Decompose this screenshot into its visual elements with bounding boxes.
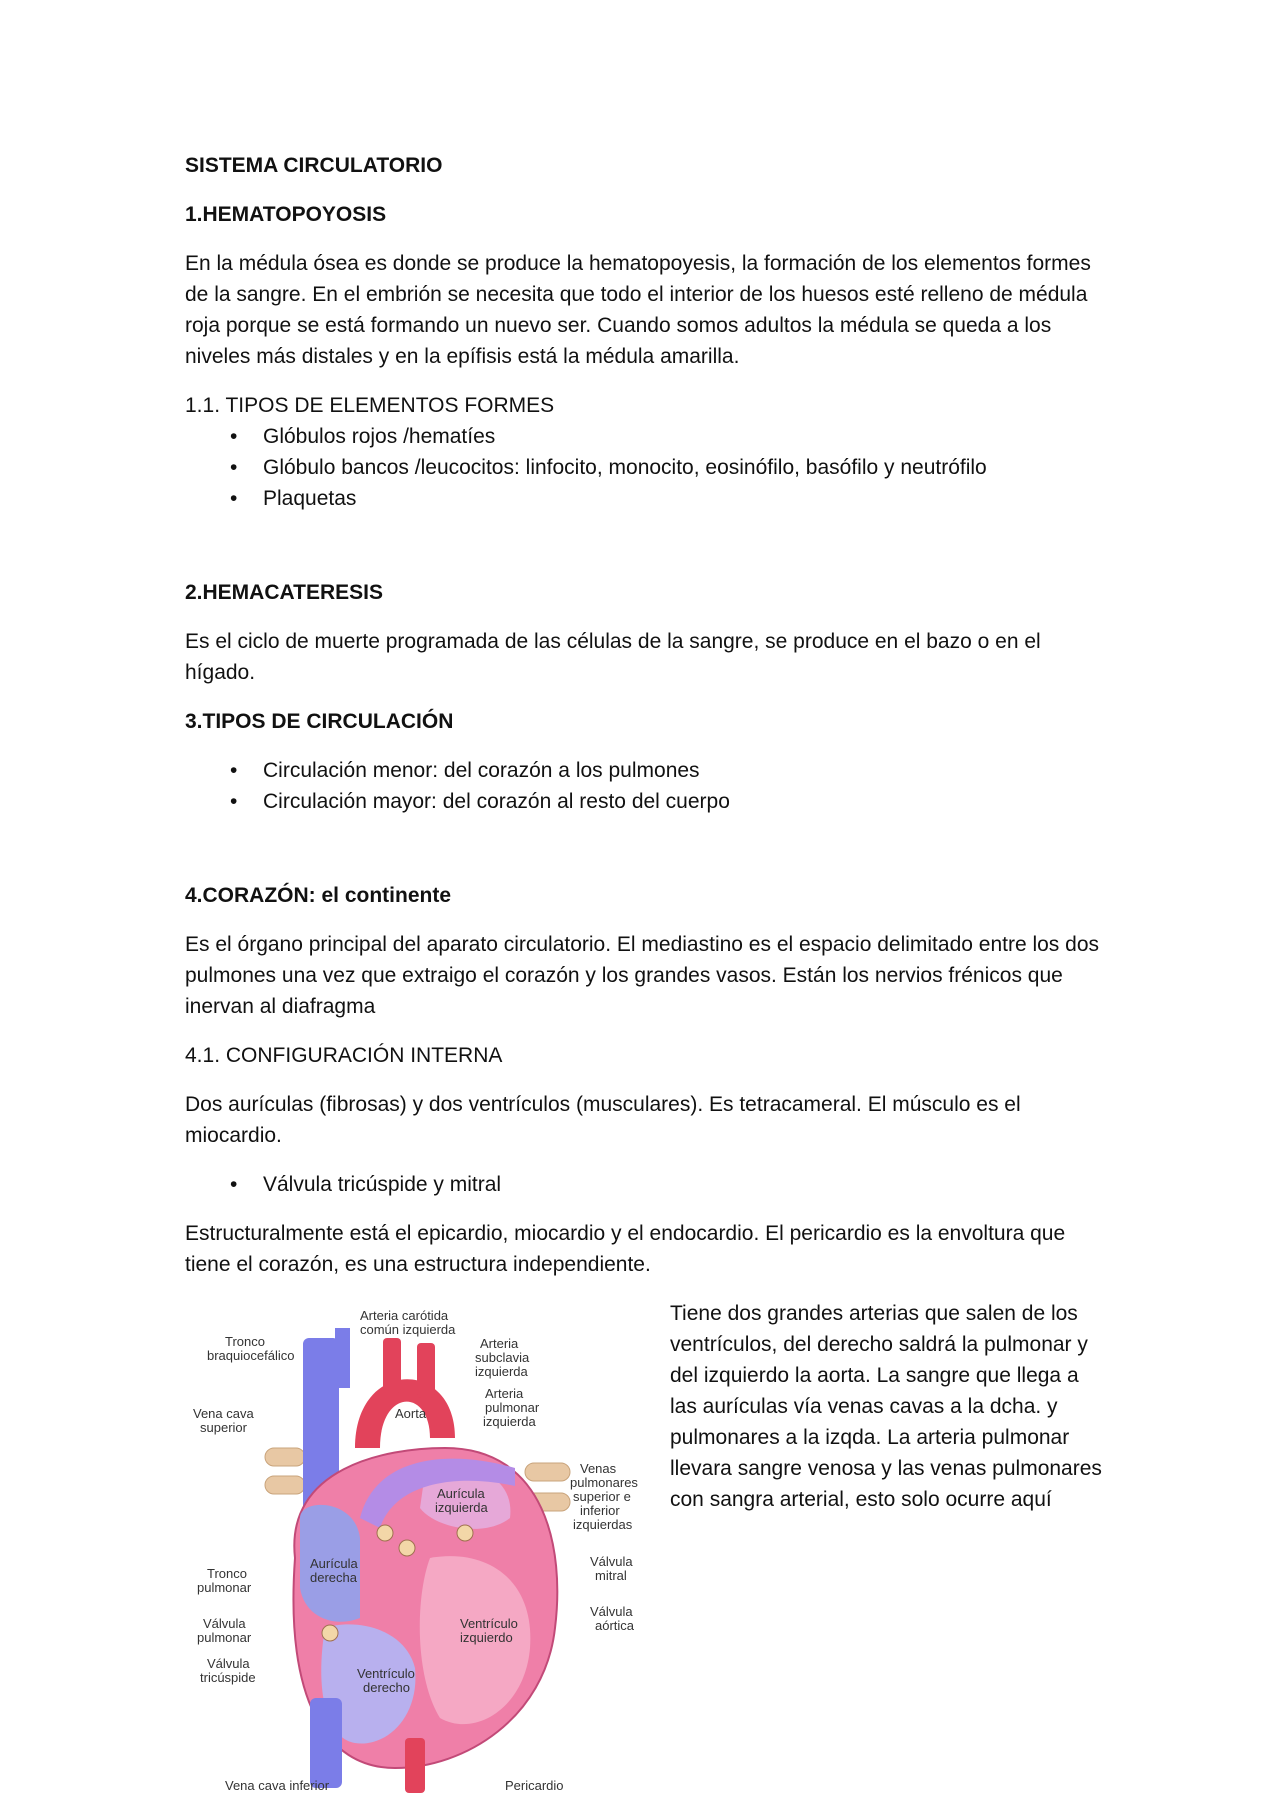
document-page	[185, 150, 1105, 1798]
tricuspid-valve	[322, 1625, 338, 1641]
label-venas-pulm-1: Venas	[580, 1461, 617, 1476]
inferior-vena-cava	[310, 1698, 342, 1788]
section-4-heading: 4.CORAZÓN: el continente	[185, 884, 452, 907]
section-1-heading: 1.HEMATOPOYOSIS	[185, 203, 387, 226]
label-ventr-izq-1: Ventrículo	[460, 1616, 518, 1631]
label-subclavia-1: Arteria	[480, 1336, 519, 1351]
aortic-valve	[399, 1540, 415, 1556]
label-tronco-braquio-1: Tronco	[225, 1334, 265, 1349]
label-venas-pulm-2: pulmonares	[570, 1475, 638, 1490]
label-pulmonar-izq-2: pulmonar	[485, 1400, 540, 1415]
doc-title: SISTEMA CIRCULATORIO	[185, 154, 443, 177]
label-auricula-der-2: derecha	[310, 1570, 357, 1585]
label-subclavia-2: subclavia	[475, 1350, 530, 1365]
label-tronco-pulm-1: Tronco	[207, 1566, 247, 1581]
label-valv-tric-1: Válvula	[207, 1656, 250, 1671]
valvulas-list	[185, 1169, 1105, 1200]
label-valv-pulm-1: Válvula	[203, 1616, 246, 1631]
label-pulmonar-izq-1: Arteria	[485, 1386, 524, 1401]
label-valv-mitral-1: Válvula	[590, 1554, 633, 1569]
label-pericardio: Pericardio	[505, 1778, 564, 1793]
pulmonary-vein-right-upper	[525, 1463, 570, 1481]
list-item: • Glóbulos rojos /hematíes	[185, 421, 1105, 452]
label-valv-aortica-2: aórtica	[595, 1618, 635, 1633]
section-4-1-heading: 4.1. CONFIGURACIÓN INTERNA	[185, 1044, 503, 1067]
section-2-paragraph: Es el ciclo de muerte programada de las células de la sangre, se produce en el bazo o en el hígado.	[185, 630, 1041, 684]
label-ventr-izq-2: izquierdo	[460, 1630, 513, 1645]
pulmonary-valve	[377, 1525, 393, 1541]
heart-diagram	[185, 1298, 655, 1798]
descending-aorta	[405, 1738, 425, 1793]
label-ventr-der-1: Ventrículo	[357, 1666, 415, 1681]
label-tronco-pulm-2: pulmonar	[197, 1580, 252, 1595]
pulmonary-vein-left-upper	[265, 1448, 305, 1466]
label-auricula-der-1: Aurícula	[310, 1556, 358, 1571]
label-tronco-braquio-2: braquiocefálico	[207, 1348, 295, 1363]
list-item: • Glóbulo bancos /leucocitos: linfocito, monocito, eosinófilo, basófilo y neutrófilo	[185, 452, 1105, 483]
label-carotida-2: común izquierda	[360, 1322, 456, 1337]
section-1-1-heading: 1.1. TIPOS DE ELEMENTOS FORMES	[185, 394, 555, 417]
pulmonary-vein-left-lower	[265, 1476, 305, 1494]
elementos-formes-list	[185, 421, 1105, 514]
list-item: • Válvula tricúspide y mitral	[185, 1169, 1105, 1200]
label-carotida-1: Arteria carótida	[360, 1308, 449, 1323]
label-venas-pulm-4: inferior	[580, 1503, 620, 1518]
section-4-paragraph: Es el órgano principal del aparato circulatorio. El mediastino es el espacio delimitado entre los dos pulmones una vez que extraigo el corazón y los grandes vasos. Están los nervios frénicos que inervan al diafragma	[185, 933, 1100, 1018]
label-auricula-izq-2: izquierda	[435, 1500, 488, 1515]
section-4-1-paragraph: Dos aurículas (fibrosas) y dos ventrículos (musculares). Es tetracameral. El músculo es el miocardio.	[185, 1093, 1021, 1147]
label-valv-tric-2: tricúspide	[200, 1670, 256, 1685]
section-3-heading: 3.TIPOS DE CIRCULACIÓN	[185, 710, 454, 733]
label-valv-pulm-2: pulmonar	[197, 1630, 252, 1645]
label-aorta: Aorta	[395, 1406, 427, 1421]
label-cava-inf: Vena cava inferior	[225, 1778, 330, 1793]
label-auricula-izq-1: Aurícula	[437, 1486, 485, 1501]
section-2-heading: 2.HEMACATERESIS	[185, 581, 383, 604]
label-cava-sup-2: superior	[200, 1420, 247, 1435]
subclavian-artery	[417, 1343, 435, 1398]
label-ventr-der-2: derecho	[363, 1680, 410, 1695]
mitral-valve	[457, 1525, 473, 1541]
label-valv-aortica-1: Válvula	[590, 1604, 633, 1619]
heart-figure-row	[185, 1298, 1105, 1798]
label-venas-pulm-5: izquierdas	[573, 1517, 633, 1532]
brachiocephalic-trunk	[335, 1328, 350, 1388]
list-item: • Circulación menor: del corazón a los pulmones	[185, 755, 1105, 786]
heart-side-paragraph: Tiene dos grandes arterias que salen de los ventrículos, del derecho saldrá la pulmonar y del izquierdo la aorta. La sangre que llega a las aurículas vía venas cavas a la dcha. y pulmonares a la izqda. La arteria pulmonar llevara sangre venosa y las venas pulmonares con sangra arterial, esto solo ocurre aquí	[670, 1302, 1102, 1511]
label-pulmonar-izq-3: izquierda	[483, 1414, 536, 1429]
carotid-artery	[383, 1338, 401, 1393]
label-cava-sup-1: Vena cava	[193, 1406, 254, 1421]
label-subclavia-3: izquierda	[475, 1364, 528, 1379]
section-1-paragraph: En la médula ósea es donde se produce la hematopoyesis, la formación de los elementos formes de la sangre. En el embrión se necesita que todo el interior de los huesos esté relleno de médula roja porque se está formando un nuevo ser. Cuando somos adultos la médula se queda a los niveles más distales y en la epífisis está la médula amarilla.	[185, 252, 1091, 368]
section-4-1-paragraph-2: Estructuralmente está el epicardio, miocardio y el endocardio. El pericardio es la envoltura que tiene el corazón, es una estructura independiente.	[185, 1222, 1066, 1276]
label-venas-pulm-3: superior e	[573, 1489, 631, 1504]
label-valv-mitral-2: mitral	[595, 1568, 627, 1583]
list-item: • Plaquetas	[185, 483, 1105, 514]
list-item: • Circulación mayor: del corazón al resto del cuerpo	[185, 786, 1105, 817]
circulacion-list	[185, 755, 1105, 817]
